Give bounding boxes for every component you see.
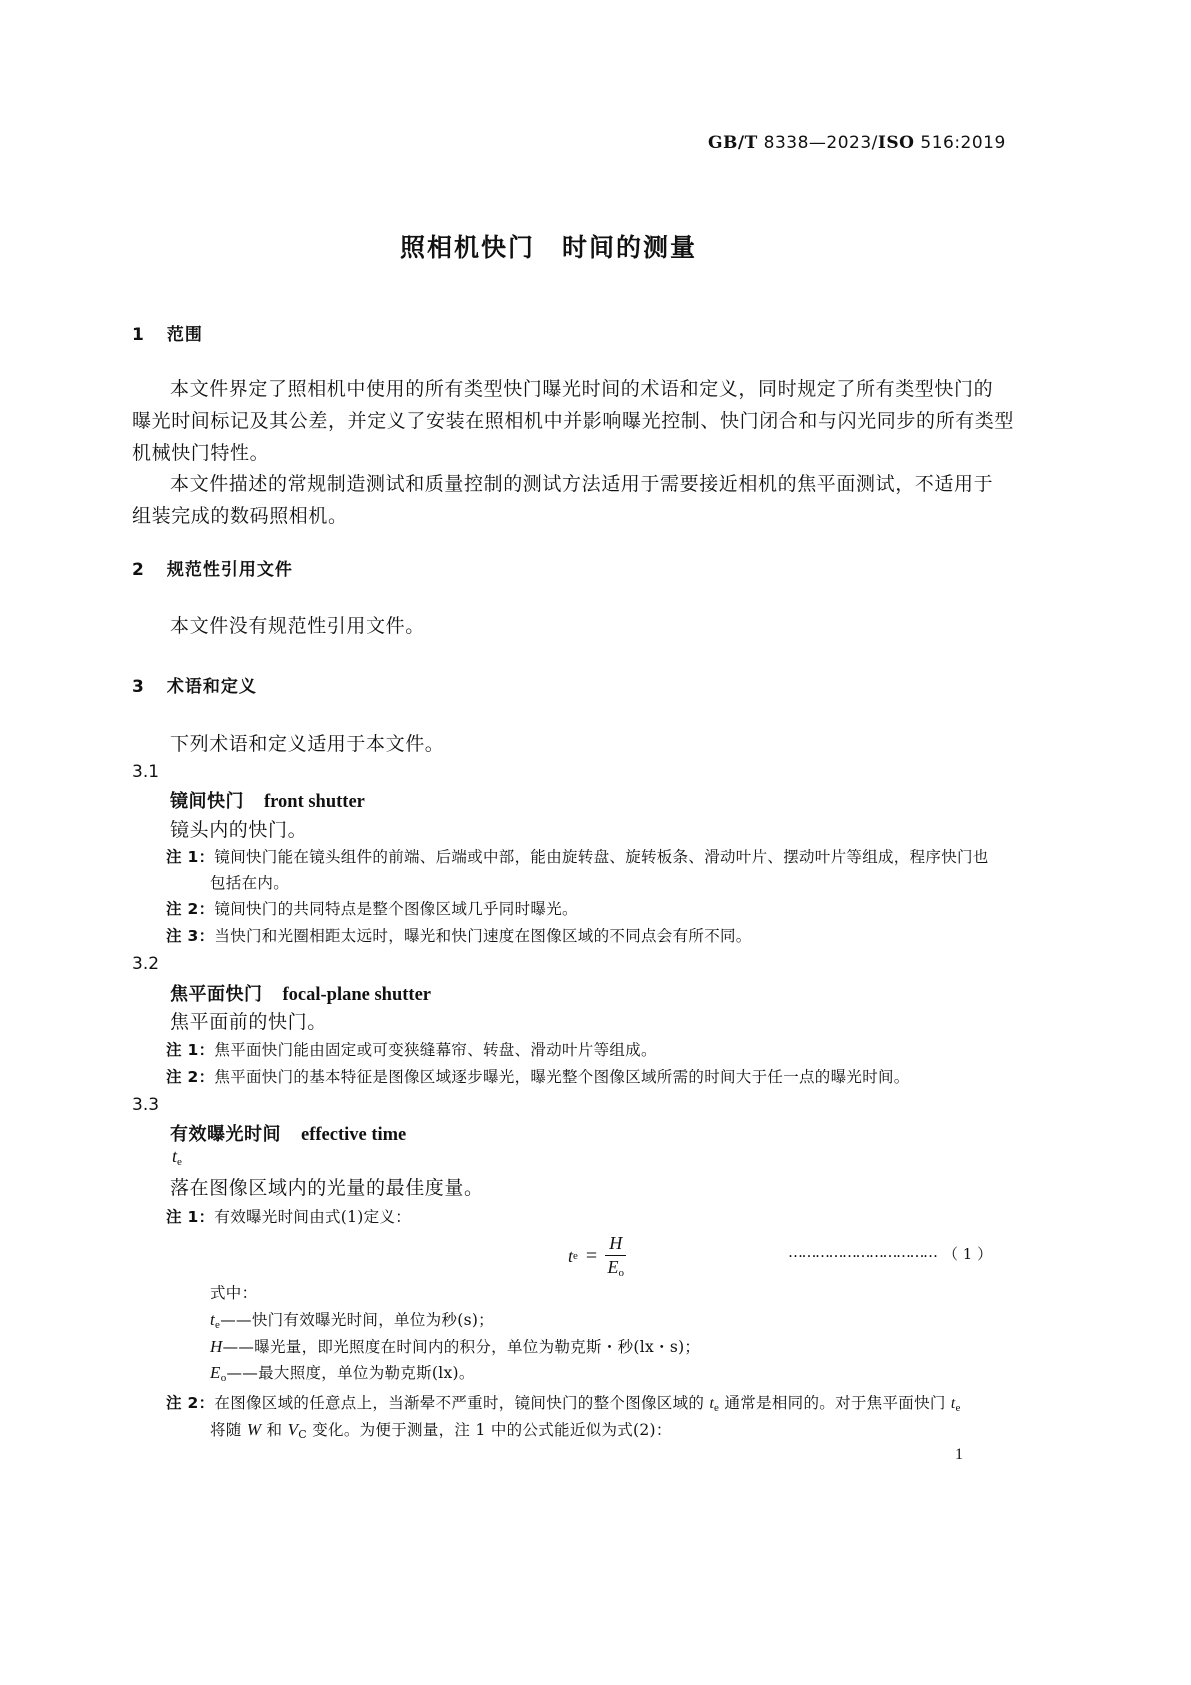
var-desc: ——快门有效曝光时间，单位为秒(s)； — [220, 1311, 494, 1329]
note — [166, 895, 578, 923]
term-number: 3.3 — [132, 1095, 160, 1115]
formula-leader — [788, 1243, 937, 1261]
document-code — [708, 133, 1006, 153]
note-text: 镜间快门能在镜头组件的前端、后端或中部，能由旋转盘、旋转板条、滑动叶片、摆动叶片等组成，程序快门也 — [214, 848, 989, 866]
symbol-main: t — [172, 1146, 178, 1166]
formula-numerator: H — [605, 1233, 626, 1256]
var-sub: e — [215, 1319, 221, 1331]
note-label: 注 2： — [166, 1068, 215, 1086]
note-text: 镜间快门的共同特点是整个图像区域几乎同时曝光。 — [214, 900, 578, 918]
inline-sub: e — [714, 1402, 720, 1414]
formula-denominator — [605, 1256, 626, 1279]
formula-1 — [568, 1233, 626, 1279]
section-2-heading — [132, 555, 293, 580]
formula-eq: = — [585, 1244, 598, 1267]
inline-sub: C — [298, 1428, 307, 1441]
section-1-para2-line2: 组装完成的数码照相机。 — [132, 505, 348, 527]
where-label: 式中： — [210, 1284, 258, 1302]
note-text: 焦平面快门能由固定或可变狭缝幕帘、转盘、滑动叶片等组成。 — [214, 1041, 657, 1059]
section-2-para: 本文件没有规范性引用文件。 — [170, 615, 425, 637]
formula-lhs: t — [568, 1245, 574, 1266]
var-symbol: H — [210, 1337, 223, 1356]
formula-fraction — [605, 1233, 626, 1279]
note-label: 注 3： — [166, 927, 215, 945]
section-title: 术语和定义 — [166, 677, 257, 697]
var-desc: ——曝光量，即光照度在时间内的积分，单位为勒克斯・秒(lx・s)； — [222, 1338, 701, 1356]
note-text: 有效曝光时间由式(1)定义： — [214, 1208, 412, 1226]
note-text: 和 — [266, 1421, 283, 1439]
section-number: 3 — [132, 677, 145, 697]
inline-symbol: t — [950, 1395, 956, 1412]
note — [166, 1036, 657, 1064]
term-zh: 有效曝光时间 — [170, 1124, 281, 1145]
note-text: 在图像区域的任意点上，当渐晕不严重时，镜间快门的整个图像区域的 — [214, 1394, 705, 1412]
section-title: 范围 — [166, 325, 203, 345]
var-desc: ——最大照度，单位为勒克斯(lx)。 — [226, 1364, 475, 1382]
note-text: 变化。为便于测量，注 1 中的公式能近似为式(2)： — [312, 1421, 672, 1439]
term-definition: 镜头内的快门。 — [170, 819, 308, 841]
symbol-sub: e — [177, 1156, 182, 1168]
variable-definition — [210, 1333, 700, 1361]
denominator-sub: o — [618, 1267, 624, 1279]
note — [166, 1063, 910, 1091]
section-1-heading — [132, 320, 203, 345]
var-sub: o — [220, 1372, 227, 1384]
term-zh: 镜间快门 — [170, 791, 244, 812]
note-text: 当快门和光圈相距太远时，曝光和快门速度在图像区域的不同点会有所不同。 — [214, 927, 752, 945]
term-en: effective time — [301, 1125, 407, 1145]
term-en: focal-plane shutter — [282, 985, 431, 1005]
term-number: 3.2 — [132, 954, 160, 974]
inline-symbol: W — [246, 1420, 262, 1439]
formula-label: （ 1 ） — [943, 1245, 993, 1263]
term-symbol — [172, 1146, 182, 1168]
term-heading — [170, 980, 431, 1006]
note-label: 注 1： — [166, 1041, 215, 1059]
section-1-para1-line2: 曝光时间标记及其公差，并定义了安装在照相机中并影响曝光控制、快门闭合和与闪光同步的所有类型 — [132, 410, 1015, 432]
section-number: 1 — [132, 325, 145, 345]
term-number: 3.1 — [132, 762, 160, 782]
section-3-heading — [132, 672, 257, 697]
iso-number: 516:2019 — [920, 133, 1006, 153]
inline-symbol: V — [287, 1420, 299, 1439]
denominator-main: E — [607, 1257, 619, 1277]
note-text: 焦平面快门的基本特征是图像区域逐步曝光，曝光整个图像区域所需的时间大于任一点的曝光时间。 — [214, 1068, 910, 1086]
section-3-intro: 下列术语和定义适用于本文件。 — [170, 733, 445, 755]
note-text: 通常是相同的。对于焦平面快门 — [724, 1394, 946, 1412]
page-number: 1 — [955, 1446, 963, 1463]
section-number: 2 — [132, 560, 145, 580]
term-zh: 焦平面快门 — [170, 984, 263, 1005]
page-title: 照相机快门 时间的测量 — [400, 233, 698, 262]
variable-definition — [210, 1359, 475, 1392]
section-1-para2-line1: 本文件描述的常规制造测试和质量控制的测试方法适用于需要接近相机的焦平面测试，不适用于 — [170, 473, 994, 495]
note-label: 注 2： — [166, 1394, 215, 1412]
section-1-para1-line1: 本文件界定了照相机中使用的所有类型快门曝光时间的术语和定义，同时规定了所有类型快门的 — [170, 378, 994, 400]
note — [166, 922, 752, 950]
inline-symbol: t — [709, 1395, 715, 1412]
term-heading — [170, 1120, 406, 1146]
term-definition: 焦平面前的快门。 — [170, 1011, 327, 1033]
code-number: 8338—2023/ — [763, 133, 878, 153]
formula-lhs-sub: e — [573, 1250, 578, 1262]
code-prefix: GB/T — [708, 133, 758, 153]
formula-dots: …………………………… — [788, 1243, 937, 1261]
note — [166, 1203, 411, 1231]
term-definition: 落在图像区域内的光量的最佳度量。 — [170, 1177, 484, 1199]
note-label: 注 1： — [166, 1208, 215, 1226]
term-en: front shutter — [264, 792, 365, 812]
note-continuation — [210, 1416, 672, 1449]
note-text: 将随 — [210, 1421, 242, 1439]
var-symbol: t — [210, 1310, 216, 1329]
note-label: 注 2： — [166, 900, 215, 918]
term-heading — [170, 787, 365, 813]
section-title: 规范性引用文件 — [166, 560, 293, 580]
inline-sub: e — [955, 1402, 961, 1414]
note-label: 注 1： — [166, 848, 215, 866]
note-continuation: 包括在内。 — [210, 874, 290, 892]
note — [166, 843, 989, 871]
var-symbol: E — [210, 1363, 221, 1382]
section-1-para1-line3: 机械快门特性。 — [132, 442, 270, 464]
iso-prefix: ISO — [877, 133, 915, 153]
